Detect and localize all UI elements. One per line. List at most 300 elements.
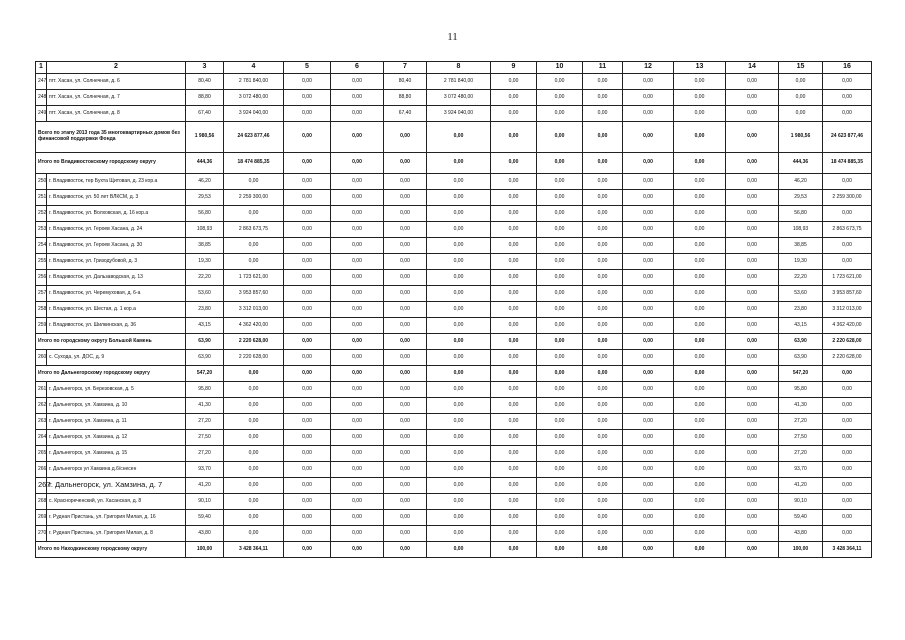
value-cell: 0,00	[623, 462, 674, 478]
value-cell: 0,00	[726, 318, 779, 334]
table-body	[36, 74, 872, 558]
row-number: 252	[36, 206, 47, 222]
value-cell: 0,00	[726, 286, 779, 302]
address-cell: г. Владивосток, тер Бухта Щитовая, д. 23 кор.а	[47, 174, 186, 190]
address-cell: г. Дальнегорск, ул. Хамзина, д. 10	[47, 398, 186, 414]
value-cell: 23,80	[779, 302, 823, 318]
value-cell: 0,00	[583, 302, 623, 318]
value-cell: 0,00	[491, 542, 537, 558]
value-cell: 0,00	[284, 398, 331, 414]
value-cell: 0,00	[491, 350, 537, 366]
value-cell: 0,00	[491, 302, 537, 318]
row-number: 261	[36, 382, 47, 398]
value-cell: 0,00	[674, 238, 726, 254]
value-cell: 0,00	[537, 382, 583, 398]
value-cell: 0,00	[674, 414, 726, 430]
value-cell: 0,00	[674, 318, 726, 334]
value-cell: 59,40	[779, 510, 823, 526]
table-row	[36, 494, 872, 510]
row-number: 255	[36, 254, 47, 270]
value-cell: 0,00	[583, 90, 623, 106]
value-cell: 95,80	[186, 382, 224, 398]
table-row	[36, 382, 872, 398]
value-cell: 0,00	[427, 153, 491, 174]
value-cell: 0,00	[726, 153, 779, 174]
value-cell: 0,00	[384, 206, 427, 222]
value-cell: 0,00	[674, 190, 726, 206]
value-cell: 0,00	[537, 106, 583, 122]
value-cell: 0,00	[384, 302, 427, 318]
value-cell: 2 781 840,00	[224, 74, 284, 90]
value-cell: 0,00	[537, 414, 583, 430]
value-cell: 0,00	[726, 106, 779, 122]
value-cell: 0,00	[726, 510, 779, 526]
value-cell: 0,00	[674, 526, 726, 542]
value-cell: 0,00	[726, 446, 779, 462]
value-cell: 0,00	[331, 414, 384, 430]
value-cell: 0,00	[224, 382, 284, 398]
total-label: Всего по этапу 2013 года 35 многоквартирных домов без финансовой поддержки Фонда	[36, 122, 186, 153]
value-cell: 0,00	[823, 478, 872, 494]
value-cell: 0,00	[674, 542, 726, 558]
value-cell: 0,00	[726, 222, 779, 238]
value-cell: 0,00	[674, 153, 726, 174]
value-cell: 18 474 885,35	[224, 153, 284, 174]
row-number: 259	[36, 318, 47, 334]
value-cell: 0,00	[224, 526, 284, 542]
row-number: 253	[36, 222, 47, 238]
value-cell: 547,20	[779, 366, 823, 382]
value-cell: 0,00	[537, 238, 583, 254]
value-cell: 0,00	[284, 366, 331, 382]
value-cell: 0,00	[331, 153, 384, 174]
value-cell: 0,00	[491, 478, 537, 494]
value-cell: 0,00	[623, 478, 674, 494]
table-row	[36, 478, 872, 494]
value-cell: 0,00	[384, 222, 427, 238]
value-cell: 0,00	[623, 190, 674, 206]
value-cell: 0,00	[583, 153, 623, 174]
value-cell: 63,90	[186, 334, 224, 350]
table-row	[36, 462, 872, 478]
value-cell: 0,00	[427, 206, 491, 222]
value-cell: 0,00	[384, 414, 427, 430]
value-cell: 41,20	[186, 478, 224, 494]
value-cell: 0,00	[726, 382, 779, 398]
value-cell: 0,00	[224, 174, 284, 190]
address-cell: г. Дальнегорск, ул. Хамзина, д. 11	[47, 414, 186, 430]
value-cell: 0,00	[537, 350, 583, 366]
value-cell: 0,00	[224, 238, 284, 254]
total-row	[36, 153, 872, 174]
value-cell: 0,00	[726, 238, 779, 254]
row-number: 254	[36, 238, 47, 254]
value-cell: 0,00	[491, 286, 537, 302]
value-cell: 0,00	[491, 366, 537, 382]
value-cell: 0,00	[726, 366, 779, 382]
value-cell: 0,00	[427, 190, 491, 206]
column-header: 5	[284, 62, 331, 74]
value-cell: 0,00	[623, 222, 674, 238]
value-cell: 23,80	[186, 302, 224, 318]
value-cell: 0,00	[537, 90, 583, 106]
value-cell: 0,00	[583, 334, 623, 350]
value-cell: 0,00	[284, 446, 331, 462]
value-cell: 0,00	[331, 106, 384, 122]
value-cell: 0,00	[823, 106, 872, 122]
value-cell: 0,00	[427, 122, 491, 153]
row-number: 266	[36, 462, 47, 478]
value-cell: 0,00	[384, 286, 427, 302]
table-row	[36, 222, 872, 238]
table-row	[36, 318, 872, 334]
value-cell: 0,00	[384, 510, 427, 526]
value-cell: 0,00	[427, 430, 491, 446]
value-cell: 0,00	[823, 74, 872, 90]
value-cell: 0,00	[537, 398, 583, 414]
value-cell: 0,00	[726, 350, 779, 366]
value-cell: 0,00	[491, 74, 537, 90]
value-cell: 0,00	[779, 106, 823, 122]
value-cell: 53,60	[186, 286, 224, 302]
value-cell: 0,00	[726, 90, 779, 106]
value-cell: 43,15	[779, 318, 823, 334]
value-cell: 0,00	[284, 90, 331, 106]
value-cell: 43,15	[186, 318, 224, 334]
value-cell: 22,20	[779, 270, 823, 286]
page-number: 11	[447, 31, 458, 43]
value-cell: 0,00	[384, 366, 427, 382]
value-cell: 0,00	[537, 510, 583, 526]
row-number: 258	[36, 302, 47, 318]
value-cell: 0,00	[537, 462, 583, 478]
value-cell: 0,00	[537, 222, 583, 238]
value-cell: 0,00	[284, 222, 331, 238]
value-cell: 0,00	[537, 318, 583, 334]
value-cell: 0,00	[674, 206, 726, 222]
value-cell: 0,00	[823, 366, 872, 382]
value-cell: 0,00	[491, 510, 537, 526]
value-cell: 0,00	[427, 414, 491, 430]
value-cell: 0,00	[779, 90, 823, 106]
address-cell: г. Владивосток, ул. Шестая, д. 1 кор.а	[47, 302, 186, 318]
value-cell: 3 428 364,11	[823, 542, 872, 558]
value-cell: 29,53	[186, 190, 224, 206]
value-cell: 0,00	[331, 302, 384, 318]
value-cell: 0,00	[537, 334, 583, 350]
value-cell: 108,93	[186, 222, 224, 238]
value-cell: 4 362 420,00	[823, 318, 872, 334]
value-cell: 0,00	[284, 510, 331, 526]
value-cell: 0,00	[384, 350, 427, 366]
value-cell: 0,00	[284, 254, 331, 270]
value-cell: 0,00	[823, 494, 872, 510]
value-cell: 43,80	[186, 526, 224, 542]
table-row	[36, 286, 872, 302]
value-cell: 27,20	[186, 414, 224, 430]
value-cell: 0,00	[331, 446, 384, 462]
value-cell: 0,00	[583, 286, 623, 302]
value-cell: 0,00	[284, 238, 331, 254]
value-cell: 100,00	[779, 542, 823, 558]
address-cell: г. Дальнегорск, ул. Хамзина, д. 15	[47, 446, 186, 462]
value-cell: 0,00	[623, 350, 674, 366]
column-header: 12	[623, 62, 674, 74]
value-cell: 88,80	[186, 90, 224, 106]
column-header: 9	[491, 62, 537, 74]
value-cell: 0,00	[427, 174, 491, 190]
header-row	[36, 62, 872, 74]
value-cell: 18 474 885,35	[823, 153, 872, 174]
value-cell: 4 362 420,00	[224, 318, 284, 334]
value-cell: 0,00	[623, 430, 674, 446]
value-cell: 0,00	[491, 526, 537, 542]
value-cell: 0,00	[583, 510, 623, 526]
value-cell: 0,00	[674, 446, 726, 462]
value-cell: 0,00	[583, 414, 623, 430]
value-cell: 3 072 480,00	[224, 90, 284, 106]
value-cell: 0,00	[726, 254, 779, 270]
value-cell: 0,00	[331, 270, 384, 286]
value-cell: 0,00	[224, 398, 284, 414]
value-cell: 0,00	[491, 222, 537, 238]
table-row	[36, 106, 872, 122]
value-cell: 0,00	[623, 106, 674, 122]
value-cell: 0,00	[491, 494, 537, 510]
value-cell: 0,00	[427, 238, 491, 254]
value-cell: 0,00	[537, 430, 583, 446]
value-cell: 24 623 877,46	[823, 122, 872, 153]
address-cell: г. Владивосток, ул. Волховская, д. 16 кор.а	[47, 206, 186, 222]
table-row	[36, 446, 872, 462]
value-cell: 0,00	[427, 334, 491, 350]
row-number: 256	[36, 270, 47, 286]
row-number: 269	[36, 510, 47, 526]
row-number: 249	[36, 106, 47, 122]
column-header: 15	[779, 62, 823, 74]
value-cell: 108,93	[779, 222, 823, 238]
value-cell: 0,00	[823, 526, 872, 542]
value-cell: 0,00	[583, 366, 623, 382]
value-cell: 547,20	[186, 366, 224, 382]
value-cell: 0,00	[331, 254, 384, 270]
total-row	[36, 122, 872, 153]
table-row	[36, 238, 872, 254]
value-cell: 0,00	[674, 398, 726, 414]
value-cell: 0,00	[284, 350, 331, 366]
value-cell: 0,00	[726, 478, 779, 494]
value-cell: 0,00	[491, 174, 537, 190]
value-cell: 0,00	[623, 270, 674, 286]
row-number: 263	[36, 414, 47, 430]
value-cell: 0,00	[491, 462, 537, 478]
row-number: 257	[36, 286, 47, 302]
value-cell: 56,80	[186, 206, 224, 222]
value-cell: 0,00	[331, 430, 384, 446]
value-cell: 0,00	[491, 190, 537, 206]
value-cell: 0,00	[491, 238, 537, 254]
value-cell: 0,00	[583, 462, 623, 478]
value-cell: 24 623 877,46	[224, 122, 284, 153]
table-row	[36, 510, 872, 526]
value-cell: 0,00	[583, 106, 623, 122]
total-row	[36, 542, 872, 558]
value-cell: 29,53	[779, 190, 823, 206]
value-cell: 0,00	[674, 90, 726, 106]
value-cell: 0,00	[537, 542, 583, 558]
value-cell: 0,00	[331, 206, 384, 222]
value-cell: 0,00	[674, 286, 726, 302]
value-cell: 0,00	[491, 206, 537, 222]
value-cell: 0,00	[537, 286, 583, 302]
row-number: 265	[36, 446, 47, 462]
value-cell: 0,00	[284, 542, 331, 558]
value-cell: 2 259 300,00	[823, 190, 872, 206]
value-cell: 19,30	[779, 254, 823, 270]
value-cell: 0,00	[674, 106, 726, 122]
value-cell: 100,00	[186, 542, 224, 558]
value-cell: 0,00	[284, 74, 331, 90]
value-cell: 0,00	[537, 446, 583, 462]
total-row	[36, 366, 872, 382]
value-cell: 0,00	[384, 254, 427, 270]
value-cell: 93,70	[779, 462, 823, 478]
value-cell: 0,00	[284, 334, 331, 350]
value-cell: 0,00	[726, 526, 779, 542]
value-cell: 0,00	[726, 430, 779, 446]
row-number: 267	[36, 478, 47, 494]
value-cell: 90,10	[186, 494, 224, 510]
value-cell: 0,00	[491, 270, 537, 286]
value-cell: 0,00	[384, 238, 427, 254]
value-cell: 0,00	[427, 446, 491, 462]
value-cell: 0,00	[384, 174, 427, 190]
value-cell: 0,00	[583, 478, 623, 494]
column-header: 3	[186, 62, 224, 74]
value-cell: 0,00	[284, 270, 331, 286]
value-cell: 0,00	[823, 446, 872, 462]
value-cell: 0,00	[779, 74, 823, 90]
value-cell: 0,00	[427, 366, 491, 382]
value-cell: 59,40	[186, 510, 224, 526]
table-row	[36, 90, 872, 106]
value-cell: 0,00	[284, 302, 331, 318]
value-cell: 0,00	[623, 526, 674, 542]
value-cell: 90,10	[779, 494, 823, 510]
value-cell: 0,00	[726, 302, 779, 318]
value-cell: 0,00	[384, 494, 427, 510]
address-cell: г. Владивосток, ул. Героев Хасана, д. 24	[47, 222, 186, 238]
value-cell: 0,00	[623, 238, 674, 254]
value-cell: 0,00	[623, 254, 674, 270]
value-cell: 0,00	[726, 334, 779, 350]
address-cell: г. Владивосток, ул. Черемуховая, д. 6-а	[47, 286, 186, 302]
value-cell: 0,00	[674, 74, 726, 90]
value-cell: 38,85	[186, 238, 224, 254]
row-number: 251	[36, 190, 47, 206]
value-cell: 0,00	[224, 414, 284, 430]
value-cell: 0,00	[427, 478, 491, 494]
value-cell: 2 863 673,75	[823, 222, 872, 238]
value-cell: 0,00	[823, 90, 872, 106]
value-cell: 80,40	[384, 74, 427, 90]
row-number: 268	[36, 494, 47, 510]
row-number: 270	[36, 526, 47, 542]
value-cell: 0,00	[331, 286, 384, 302]
value-cell: 95,80	[779, 382, 823, 398]
value-cell: 0,00	[623, 318, 674, 334]
value-cell: 0,00	[384, 526, 427, 542]
value-cell: 0,00	[823, 382, 872, 398]
value-cell: 1 980,56	[779, 122, 823, 153]
value-cell: 3 312 013,00	[823, 302, 872, 318]
value-cell: 0,00	[384, 122, 427, 153]
row-number: 260	[36, 350, 47, 366]
row-number: 250	[36, 174, 47, 190]
value-cell: 93,70	[186, 462, 224, 478]
value-cell: 0,00	[224, 446, 284, 462]
value-cell: 0,00	[491, 90, 537, 106]
value-cell: 0,00	[284, 206, 331, 222]
value-cell: 0,00	[537, 254, 583, 270]
value-cell: 0,00	[537, 494, 583, 510]
total-label: Итого по Находкинскому городскому округу	[36, 542, 186, 558]
value-cell: 46,20	[186, 174, 224, 190]
value-cell: 0,00	[583, 270, 623, 286]
address-cell: г. Владивосток, ул. Шилкинская, д. 36	[47, 318, 186, 334]
value-cell: 0,00	[583, 174, 623, 190]
value-cell: 0,00	[583, 318, 623, 334]
value-cell: 0,00	[537, 526, 583, 542]
value-cell: 0,00	[224, 510, 284, 526]
value-cell: 0,00	[384, 270, 427, 286]
value-cell: 2 259 300,00	[224, 190, 284, 206]
value-cell: 0,00	[674, 494, 726, 510]
value-cell: 0,00	[427, 398, 491, 414]
value-cell: 0,00	[284, 174, 331, 190]
value-cell: 0,00	[623, 174, 674, 190]
value-cell: 0,00	[623, 542, 674, 558]
column-header: 1	[36, 62, 47, 74]
value-cell: 0,00	[491, 414, 537, 430]
value-cell: 0,00	[284, 430, 331, 446]
table-row	[36, 302, 872, 318]
value-cell: 0,00	[384, 430, 427, 446]
value-cell: 2 781 840,00	[427, 74, 491, 90]
value-cell: 0,00	[331, 222, 384, 238]
value-cell: 0,00	[583, 430, 623, 446]
value-cell: 0,00	[331, 190, 384, 206]
value-cell: 0,00	[726, 414, 779, 430]
value-cell: 0,00	[623, 414, 674, 430]
value-cell: 0,00	[384, 382, 427, 398]
value-cell: 63,90	[779, 350, 823, 366]
row-number: 262	[36, 398, 47, 414]
value-cell: 0,00	[331, 90, 384, 106]
value-cell: 0,00	[284, 478, 331, 494]
table-row	[36, 254, 872, 270]
value-cell: 2 863 673,75	[224, 222, 284, 238]
row-number: 248	[36, 90, 47, 106]
table-row	[36, 398, 872, 414]
value-cell: 0,00	[427, 318, 491, 334]
value-cell: 0,00	[726, 398, 779, 414]
value-cell: 0,00	[491, 382, 537, 398]
address-cell: г. Дальнегорск, ул. Березовская, д. 5	[47, 382, 186, 398]
value-cell: 0,00	[583, 254, 623, 270]
value-cell: 27,50	[779, 430, 823, 446]
value-cell: 0,00	[331, 462, 384, 478]
